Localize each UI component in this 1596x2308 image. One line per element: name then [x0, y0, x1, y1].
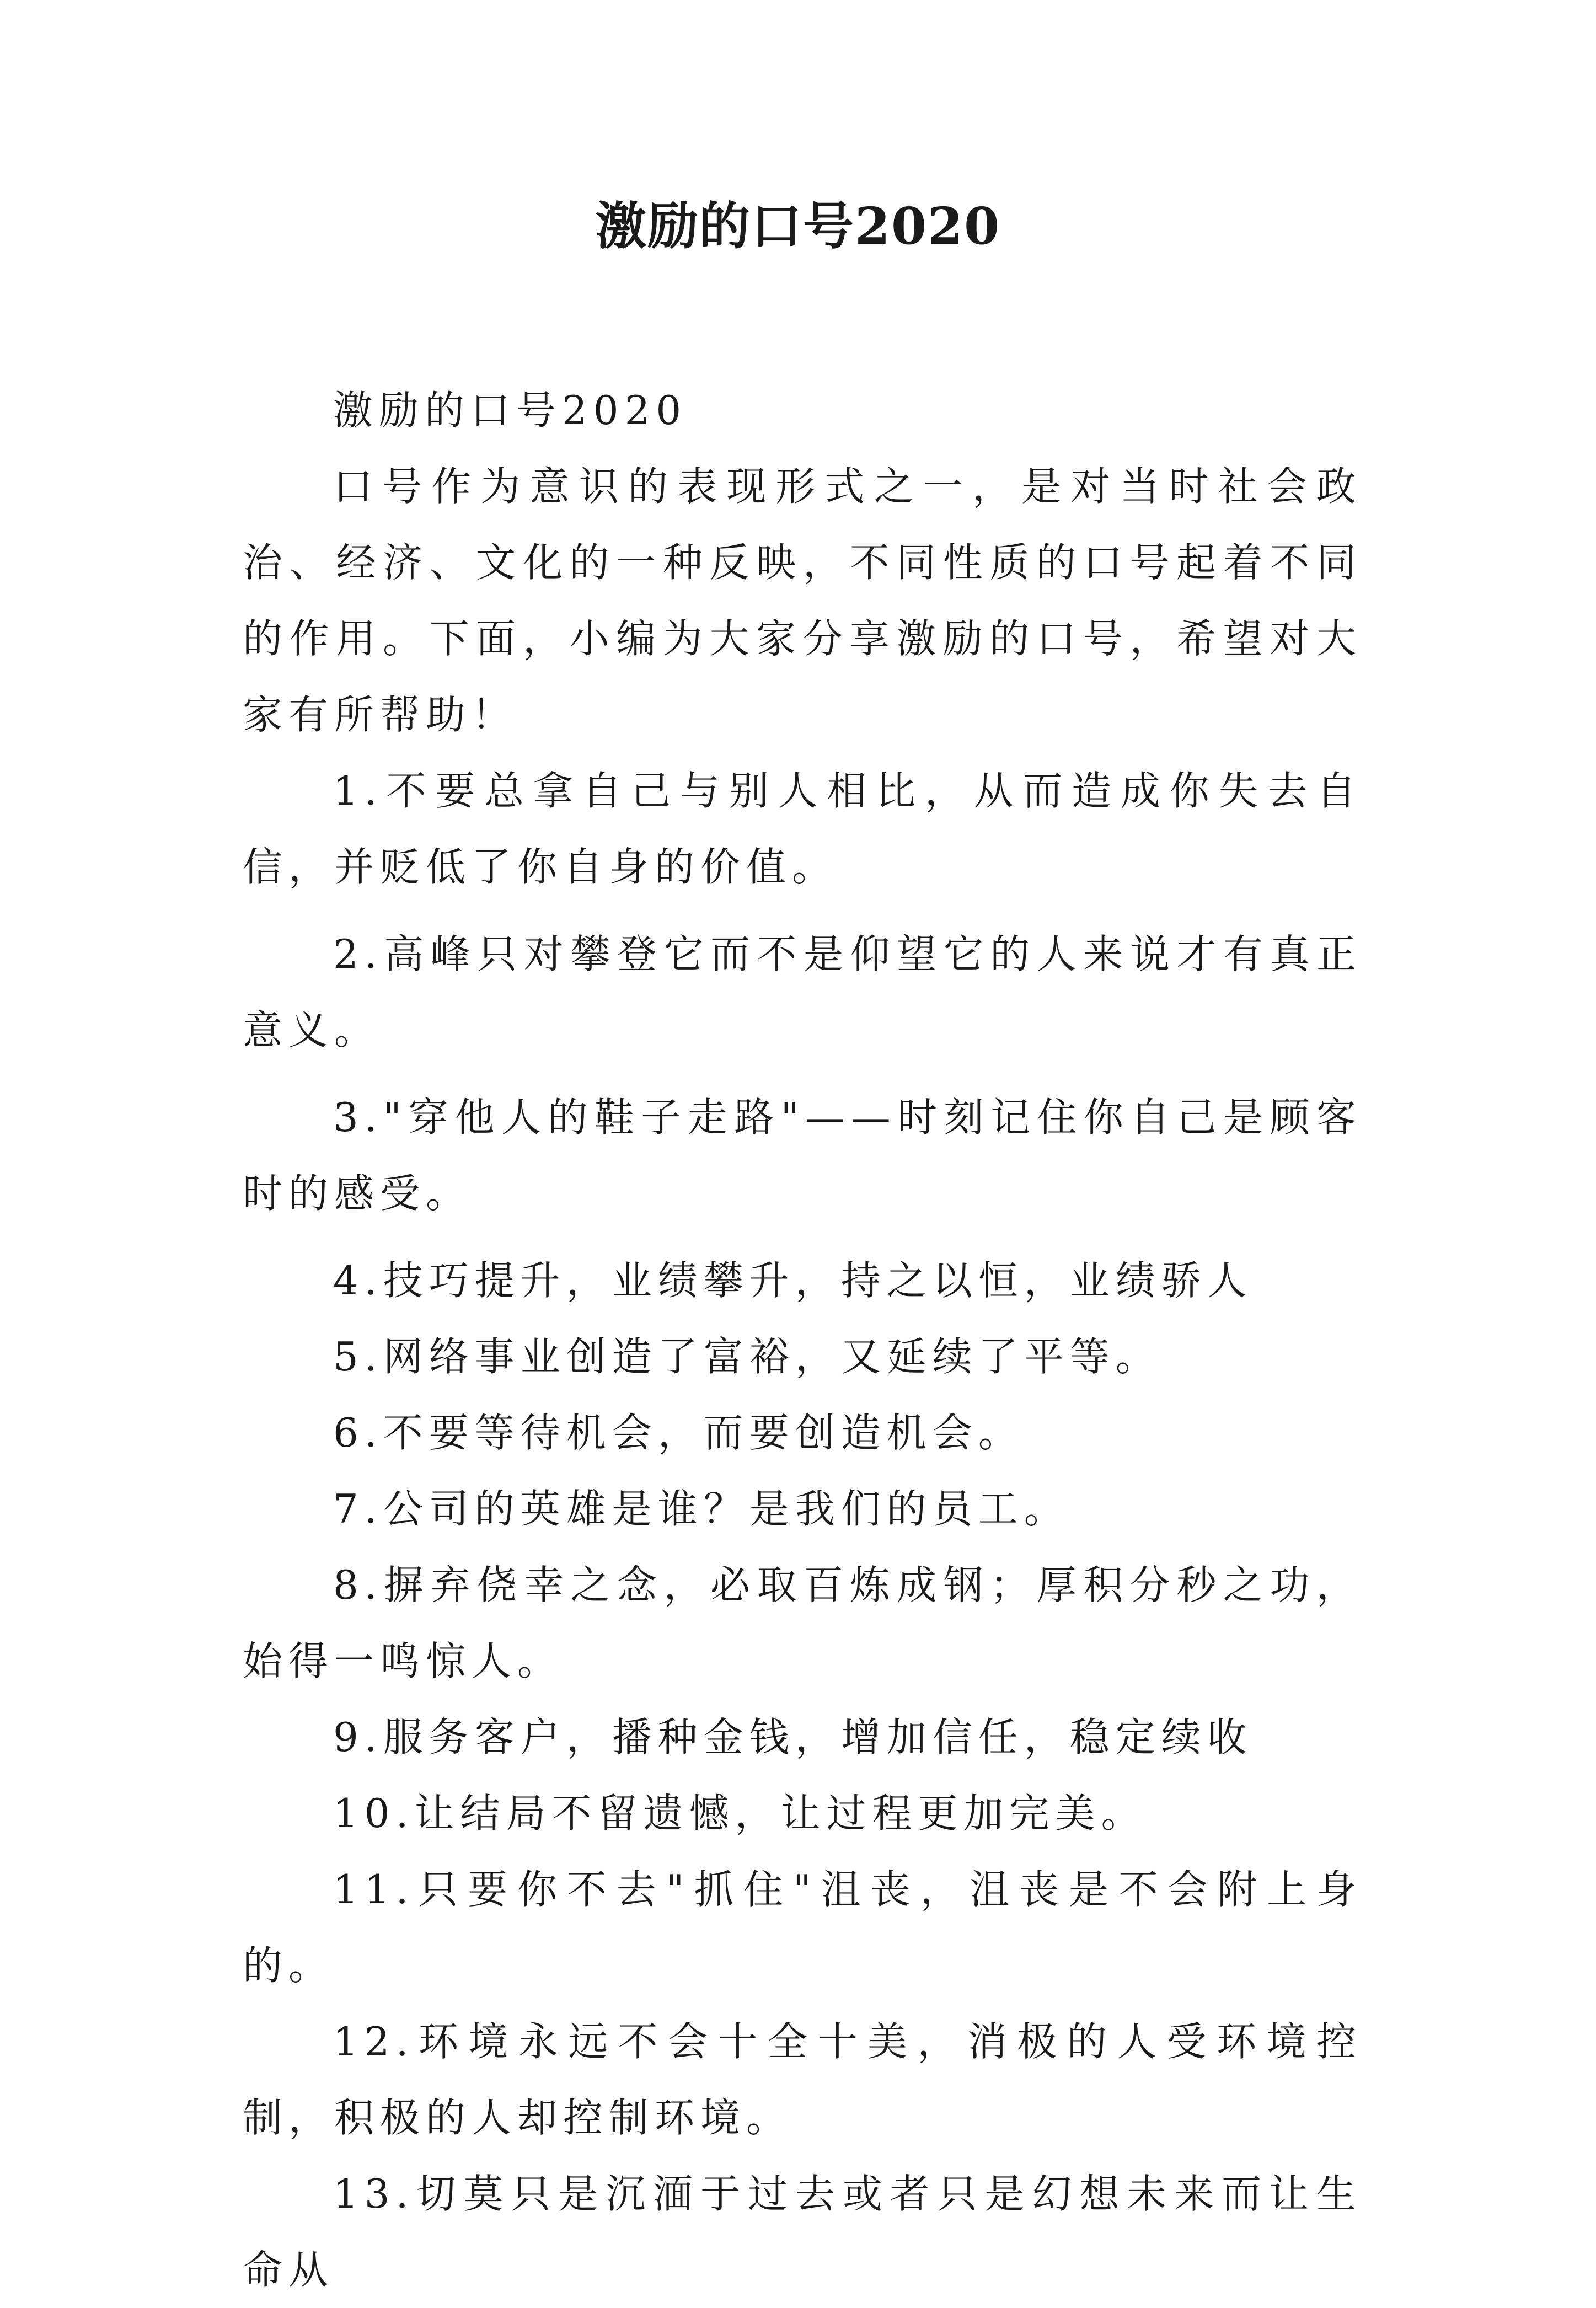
paragraph-intro: 口号作为意识的表现形式之一，是对当时社会政治、经济、文化的一种反映，不同性质的口号起着不同的作用。下面，小编为大家分享激励的口号，希望对大家有所帮助！: [243, 463, 1362, 738]
list-item-6: 6.不要等待机会，而要创造机会。: [333, 1410, 1024, 1456]
list-item-1: 1.不要总拿自己与别人相比，从而造成你失去自信，并贬低了你自身的价值。: [243, 768, 1362, 890]
list-item-8: 8.摒弃侥幸之念，必取百炼成钢；厚积分秒之功，始得一鸣惊人。: [243, 1562, 1362, 1684]
list-item-9: 9.服务客户，播种金钱，增加信任，稳定续收: [333, 1714, 1253, 1760]
document-body: [243, 372, 1362, 2308]
list-item-10: 10.让结局不留遗憾，让过程更加完美。: [333, 1790, 1147, 1836]
list-item-7: 7.公司的英雄是谁？是我们的员工。: [333, 1486, 1070, 1532]
list-item-5: 5.网络事业创造了富裕，又延续了平等。: [333, 1334, 1161, 1380]
list-item-11: 11.只要你不去"抓住"沮丧，沮丧是不会附上身的。: [243, 1866, 1362, 1989]
list-item-13: 13.切莫只是沉湎于过去或者只是幻想未来而让生命从: [243, 2171, 1362, 2293]
list-item-12: 12.环境永远不会十全十美，消极的人受环境控制，积极的人却控制环境。: [243, 2018, 1362, 2141]
list-item-2: 2.高峰只对攀登它而不是仰望它的人来说才有真正意义。: [243, 931, 1362, 1053]
paragraph-subtitle: 激励的口号2020: [333, 387, 688, 433]
document-title: 激励的口号2020: [595, 196, 1001, 256]
list-item-4: 4.技巧提升，业绩攀升，持之以恒，业绩骄人: [333, 1257, 1253, 1304]
list-item-3: 3."穿他人的鞋子走路"——时刻记住你自己是顾客时的感受。: [243, 1094, 1362, 1217]
